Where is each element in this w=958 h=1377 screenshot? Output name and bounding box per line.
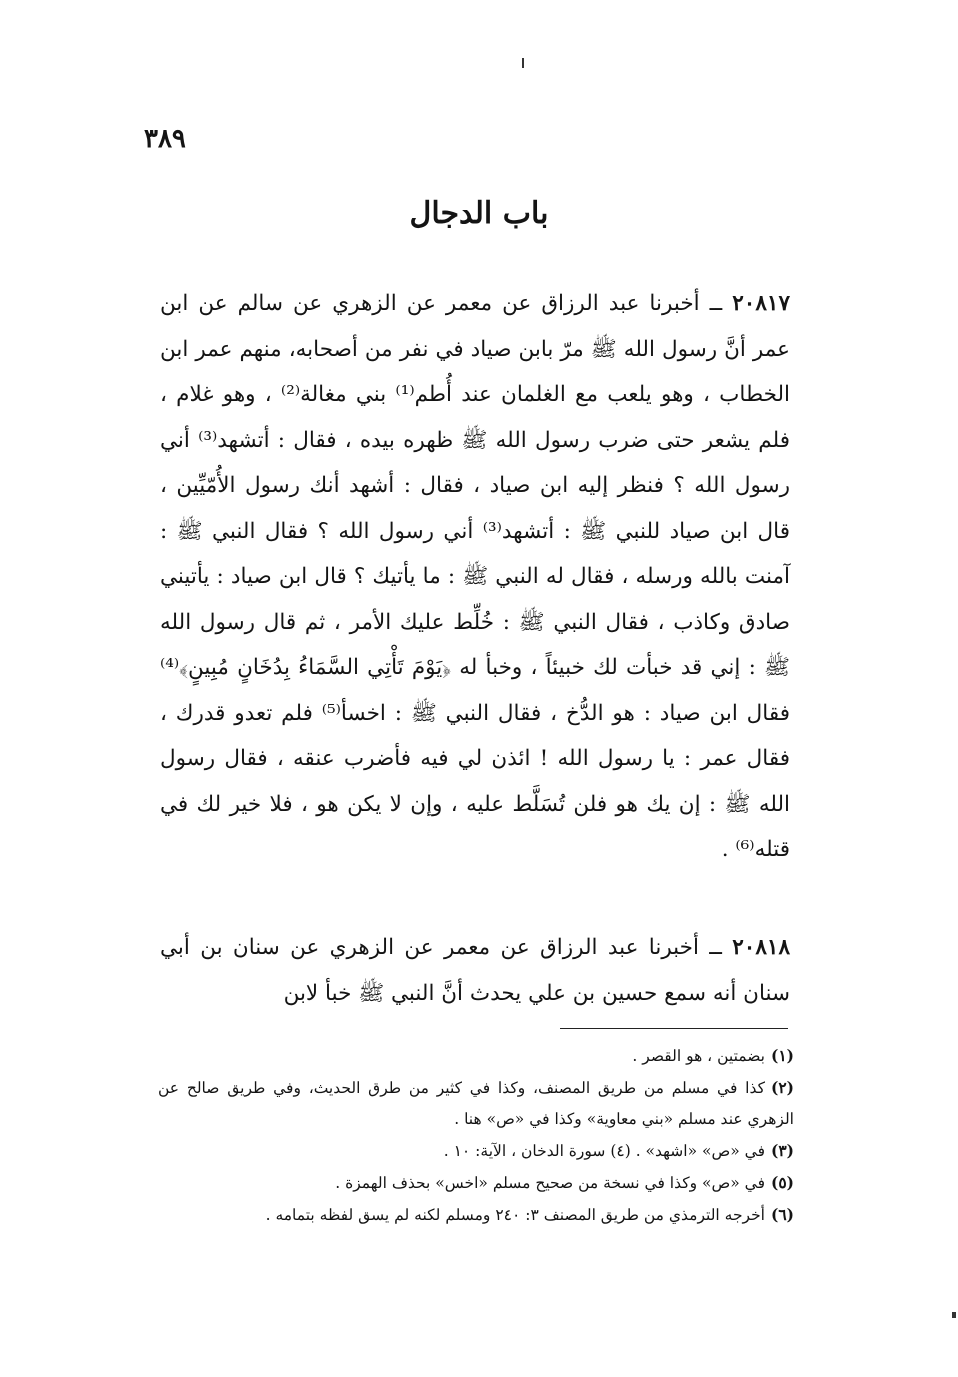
hadith-20817	[160, 281, 790, 873]
footnote-number: (٥)	[770, 1173, 794, 1192]
footnote-number: (١)	[770, 1046, 794, 1065]
footnote-text: بضمتين ، هو القصر .	[632, 1047, 765, 1065]
footnote-number: (٦)	[770, 1205, 794, 1224]
scan-mark-top	[522, 58, 524, 68]
footnote-2	[158, 1072, 794, 1135]
chapter-title: باب الدجال	[409, 196, 549, 231]
footnote-text: في «ص» وكذا في نسخة من صحيح مسلم «اخس» بحذف الهمزة .	[335, 1174, 765, 1192]
footnote-5	[158, 1167, 794, 1199]
footnote-divider	[560, 1028, 788, 1029]
hadith-text: ــ أخبرنا عبد الرزاق عن معمر عن الزهري عن سنان بن أبي سنان أنه سمع حسين بن علي يحدث أنَّ النبي ﷺ خبأ لابن	[160, 935, 790, 1006]
footnote-number: (٣)	[770, 1141, 794, 1160]
scan-mark-side	[952, 1312, 956, 1318]
footnote-1	[158, 1040, 794, 1072]
hadith-20818	[160, 925, 790, 1016]
footnote-3-4	[158, 1135, 794, 1167]
footnotes	[158, 1040, 794, 1231]
footnote-text: كذا في مسلم من طريق المصنف، وكذا في كثير من طرق الحديث، وفي طريق صالح عن الزهري عند مسلم «بني معاوية» وكذا في «ص» هنا .	[158, 1079, 794, 1128]
hadith-number: ٢٠٨١٧	[732, 291, 790, 316]
hadith-number: ٢٠٨١٨	[732, 935, 790, 960]
page-number: ٣٨٩	[144, 124, 186, 154]
footnote-text: أخرجه الترمذي من طريق المصنف ٣: ٢٤٠ ومسلم لكنه لم يسق لفظه بتمامه .	[265, 1206, 765, 1224]
hadith-text: ــ أخبرنا عبد الرزاق عن معمر عن الزهري عن سالم عن ابن عمر أنَّ رسول الله ﷺ مرّ بابن صياد في نفر من أصحابه، منهم عمر ابن الخطاب ، وهو يلعب مع الغلمان عند أُطم⁽¹⁾ بني مغالة⁽²⁾ ، وهو غلام ، فلم يشعر حتى ضرب رسول الله ﷺ ظهره بيده ، فقال : أتشهد⁽³⁾ أني رسول الله ؟ فنظر إليه ابن صياد ، فقال : أشهد أنك رسول الأُمّيِّين ، قال ابن صياد للنبي ﷺ : أتشهد⁽³⁾ أني رسول الله ؟ فقال النبي ﷺ : آمنت بالله ورسله ، فقال له النبي ﷺ : ما يأتيك ؟ قال ابن صياد : يأتيني صادق وكاذب ، فقال النبي ﷺ : خُلِّط عليك الأمر ، ثم قال رسول الله ﷺ : إني قد خبأت لك خبيئاً ، وخبأ له ﴿يَوْمَ تَأْتِي السَّمَاءُ بِدُخَانٍ مُبِينٍ﴾⁽⁴⁾ فقال ابن صياد : هو الدُّخ ، فقال النبي ﷺ : اخسأ⁽⁵⁾ فلم تعدو قدرك ، فقال عمر : يا رسول الله ! ائذن لي فيه فأضرب عنقه ، فقال رسول الله ﷺ : إن يك هو فلن تُسَلَّط عليه ، وإن لا يكن هو ، فلا خير لك في قتله⁽⁶⁾ .	[160, 291, 791, 862]
footnote-6	[158, 1199, 794, 1231]
footnote-text: في «ص» «اشهد» . (٤) سورة الدخان ، الآية: ١٠ .	[443, 1142, 765, 1160]
footnote-number: (٢)	[770, 1078, 794, 1097]
